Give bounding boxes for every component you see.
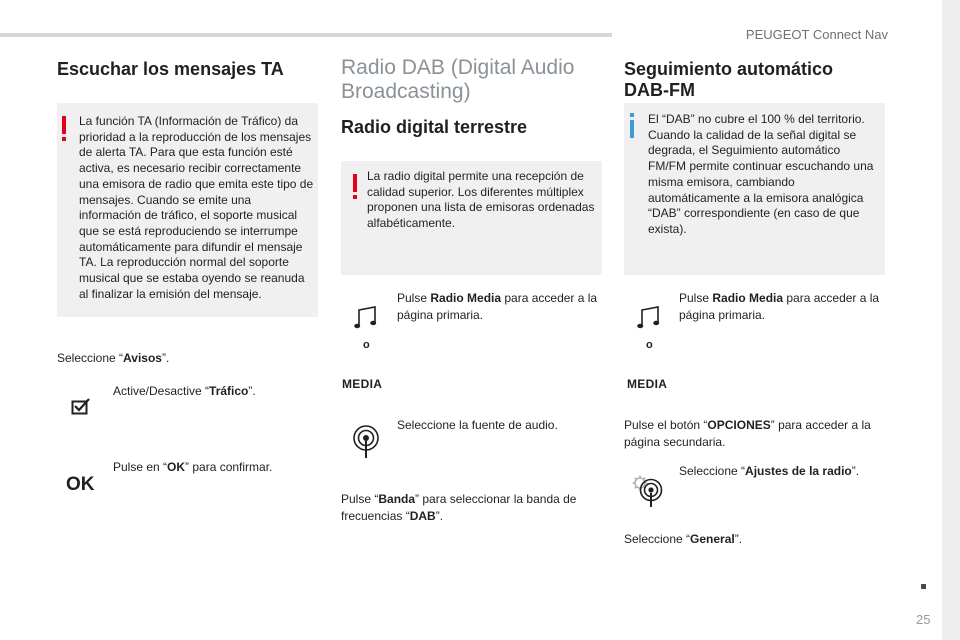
- media-button-label: MEDIA: [627, 377, 668, 391]
- page-number: 25: [916, 612, 931, 627]
- warning-note-box-dab: [341, 161, 602, 275]
- select-source-text: Seleccione la fuente de audio.: [397, 418, 558, 432]
- header-rule: [0, 33, 612, 37]
- section-heading-radio-digital: Radio digital terrestre: [341, 117, 528, 137]
- radio-settings-icon: [631, 474, 667, 508]
- radio-broadcast-icon: [351, 423, 381, 459]
- radio-media-text: Pulse Radio Media para acceder a la página primaria.: [397, 291, 598, 322]
- section-title-dab: Radio DAB (Digital Audio Broadcasting): [341, 56, 575, 103]
- media-button-label: MEDIA: [342, 377, 383, 391]
- radio-settings-text: Seleccione “Ajustes de la radio”.: [679, 464, 860, 478]
- brand-label: PEUGEOT Connect Nav: [745, 27, 888, 42]
- info-note-box: [624, 103, 885, 275]
- music-note-icon: [636, 304, 662, 330]
- checkbox-icon: [71, 397, 91, 415]
- side-tab: [942, 0, 960, 640]
- music-note-icon: [353, 304, 379, 330]
- warning-note-box: [57, 103, 318, 317]
- warning-note-text: La función TA (Información de Tráfico) da prioridad a la reproducción de los mensajes de alerta TA. Para que esta función esté activa, es necesario recibir correctamente una emisora de radio que emita este tipo de mensajes. Cuando se emite una información de tráfico, el soporte musical que se está reproduciendo se interrumpe automáticamente para difundir el mensaje TA. La reproducción normal del soporte musical que se estaba oyendo se reanuda al finalizar la emisión del mensaje.: [79, 114, 314, 301]
- options-button-text: Pulse el botón “OPCIONES” para acceder a la página secundaria.: [624, 418, 871, 449]
- ok-icon: OK: [66, 474, 95, 495]
- confirm-ok-text: Pulse en “OK” para confirmar.: [113, 460, 273, 474]
- or-label: o: [646, 339, 653, 351]
- info-note-text: El “DAB” no cubre el 100 % del territorio. Cuando la calidad de la señal digital se degrada, el Seguimiento automático FM/FM permite continuar escuchando una misma emisora, cambiando automáticamente a la emisora analógica “DAB” correspondiente (en caso de que exista).: [648, 112, 874, 236]
- select-avisos-text: Seleccione “Avisos”.: [57, 351, 170, 365]
- section-heading-dab-fm: Seguimiento automático DAB-FM: [624, 59, 834, 100]
- toggle-trafico-text: Active/Desactive “Tráfico”.: [113, 384, 256, 398]
- warning-note-text-dab: La radio digital permite una recepción de calidad superior. Los diferentes múltiplex proponen una lista de emisoras ordenadas alfabéticamente.: [367, 169, 595, 231]
- or-label: o: [363, 339, 370, 351]
- select-general-text: Seleccione “General”.: [624, 532, 743, 546]
- section-heading-ta: Escuchar los mensajes TA: [57, 59, 284, 79]
- radio-media-text: Pulse Radio Media para acceder a la página primaria.: [679, 291, 880, 322]
- continue-marker: [921, 584, 926, 589]
- band-dab-text: Pulse “Banda” para seleccionar la banda de frecuencias “DAB”.: [341, 492, 577, 523]
